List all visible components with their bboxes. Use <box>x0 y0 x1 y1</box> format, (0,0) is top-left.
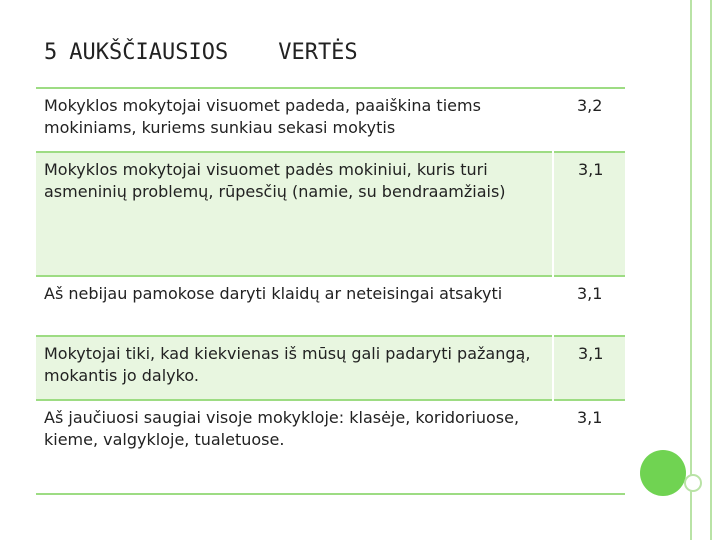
table-row <box>36 276 625 336</box>
decorative-small-circle-icon <box>684 474 702 492</box>
table-row <box>36 88 625 152</box>
value-cell: 3,2 <box>577 96 603 115</box>
statement-cell: Aš nebijau pamokose daryti klaidų ar neteisingai atsakyti <box>44 284 503 303</box>
title-word-2: VERTĖS <box>278 40 358 65</box>
statement-cell: Mokyklos mokytojai visuomet padeda, paaiškina tiems mokiniams, kuriems sunkiau sekasi mokytis <box>44 96 481 137</box>
title-word-1: AUKŠČIAUSIOS <box>69 40 229 65</box>
table-row <box>36 336 625 400</box>
table-row <box>36 152 625 276</box>
statement-cell: Aš jaučiuosi saugiai visoje mokykloje: klasėje, koridoriuose, kieme, valgykloje, tualetuose. <box>44 408 520 449</box>
value-cell: 3,1 <box>553 152 625 276</box>
slide-title <box>44 40 358 65</box>
decorative-frame-right <box>690 0 712 540</box>
statement-cell: Mokyklos mokytojai visuomet padės mokiniui, kuris turi asmeninių problemų, rūpesčių (namie, su bendraamžiais) <box>36 152 553 276</box>
statement-cell: Mokytojai tiki, kad kiekvienas iš mūsų gali padaryti pažangą, mokantis jo dalyko. <box>36 336 553 400</box>
value-cell: 3,1 <box>577 284 603 303</box>
values-table <box>36 87 625 495</box>
title-number: 5 <box>44 40 58 65</box>
decorative-circle-icon <box>640 450 686 496</box>
value-cell: 3,1 <box>553 336 625 400</box>
table-row <box>36 400 625 494</box>
value-cell: 3,1 <box>577 408 603 427</box>
